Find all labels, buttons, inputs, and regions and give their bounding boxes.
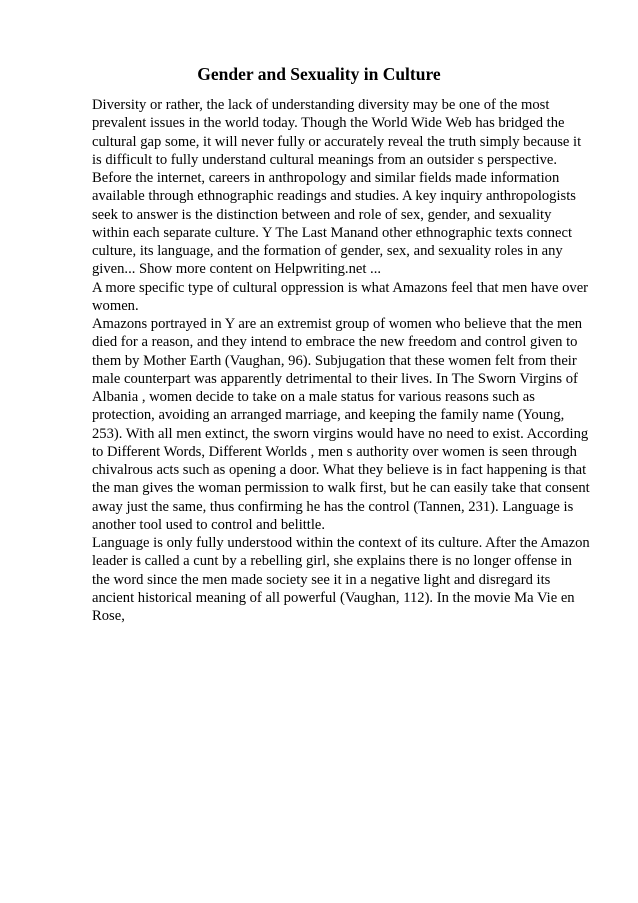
- paragraph-language: Language is only fully understood within the context of its culture. After the Amazon leader is called a cunt by a rebelling girl, she explains there is no longer offense in the word since the men made society see it in a negative light and disregard its ancient historical meaning of all powerful (Vaughan, 112). In the movie Ma Vie en Rose,: [92, 535, 590, 624]
- paragraph-amazons: Amazons portrayed in Y are an extremist group of women who believe that the men died for a reason, and they intend to embrace the new freedom and control given to them by Mother Earth (Vaughan, 96). Subjugation that these women felt from their male counterpart was apparently detrimental to their lives. In The Sworn Virgins of Albania , women decide to take on a male status for various reasons such as protection, avoiding an arranged marriage, and keeping the family name (Young, 253). With all men extinct, the sworn virgins would have no need to exist. According to Different Words, Different Worlds , men s authority over women is seen through chivalrous acts such as opening a door. What they believe is in fact happening is that the man gives the woman permission to walk first, but he can easily take that consent away just the same, thus confirming he has the control (Tannen, 231). Language is another tool used to control and belittle.: [92, 316, 590, 533]
- document-body: [92, 96, 592, 625]
- paragraph-intro: Diversity or rather, the lack of understanding diversity may be one of the most prevalent issues in the world today. Though the World Wide Web has bridged the cultural gap some, it will never fully or accurately reveal the truth simply because it is difficult to fully understand cultural meanings from an outsider s perspective. Before the internet, careers in anthropology and similar fields made information available through ethnographic readings and studies. A key inquiry anthropologists seek to answer is the distinction between and role of sex, gender, and sexuality within each separate culture. Y The Last Manand other ethnographic texts connect culture, its language, and the formation of gender, sex, and sexuality roles in any given... Show more content on Helpwriting.net ...: [92, 97, 582, 278]
- document-title: Gender and Sexuality in Culture: [197, 64, 441, 84]
- paragraph-oppression: A more specific type of cultural oppression is what Amazons feel that men have over women.: [92, 279, 589, 314]
